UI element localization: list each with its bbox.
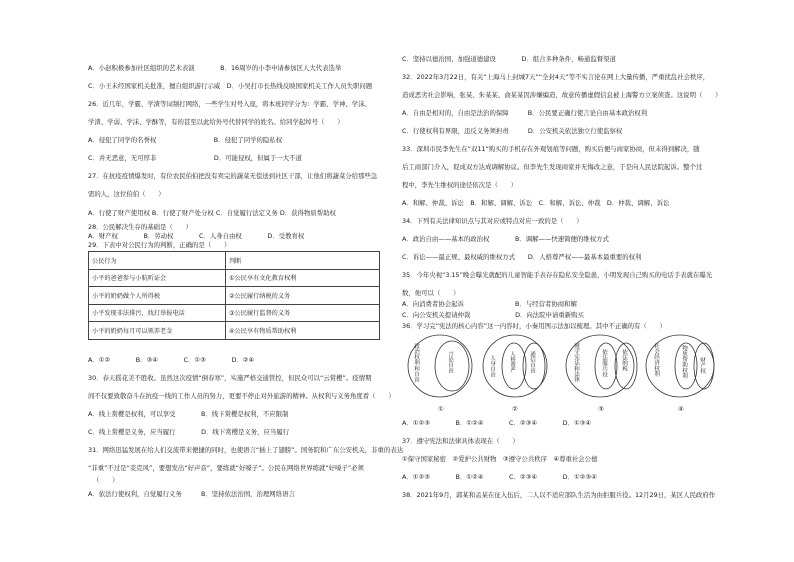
q36-venn-diagrams (402, 331, 732, 416)
diagram-3-outer-label: 遵守宪法和法律 (573, 343, 579, 383)
q29-options: A．①② B．③④ C．①③ D．②④ (88, 356, 255, 364)
q26-options-ab: A．侵犯了同学的名誉权 B．侵犯了同学的隐私权 (88, 136, 283, 144)
q34-stem: 34．下列有关法律知识点与其对应或特点对应一致的是（ ） (402, 217, 583, 225)
q33-stem-1: 33．深圳市民李先生在“双11”购买的手机存在外观划痕等问题，购买后便与商家协商，但未得到解决，随 (402, 145, 700, 153)
q31-options-cd: C．坚持以德治国，加强道德建设 D．组合多种条件，畅通监督渠道 (402, 55, 616, 63)
q33-stem-2: 后工商部门介入，促成双方达成调解协议。但李先生发现商家并无悔改之意，于是向人民法院起诉。整个过 (402, 163, 703, 171)
q29-table (88, 251, 380, 340)
table-header-cell: 判断 (226, 252, 380, 270)
table-header-cell: 公民行为 (89, 252, 226, 270)
q27-stem-2: 需的人，这位伯伯（ ） (88, 190, 165, 198)
q35-options-cd: C．向公安机关提请仲裁 D．向法院申请重新购买 (402, 311, 584, 319)
q26-options-cd: C．并无恶意，无可厚非 D．可能侵权，但属于一大不道 (88, 154, 302, 162)
table-cell: ①公民享有文化教育权利 (226, 269, 380, 287)
q28-stem: 28．公民解决生存的基础是（ ） (88, 223, 192, 231)
diagram-4-inner-label-2: 财产权 (699, 357, 705, 374)
table-cell: 小平的奶奶做个人所得税 (89, 287, 226, 305)
diagram-3-inner-label-1: 依法服兵役 (601, 349, 607, 377)
diagram-3-inner-label-2: 依法纳税 (621, 349, 627, 372)
q33-options: A．和解、仲裁、诉讼 B．和解、调解、诉讼 C．和解、诉讼、仲裁 D．仲裁、调解、诉讼 (402, 199, 670, 207)
q31-stem-1: 31．网络迅猛发展在给人们交流带来便捷的同时，也使语言“插上了翅膀”。国务院和广东公安机关，非重的表达 (88, 446, 404, 454)
diagram-2-number: ② (512, 405, 518, 413)
diagram-1-outer-label: 政治权利和自由 (413, 343, 419, 383)
q37-options: A．①②③ B．①②④ C．②③④ D．①②③④ (402, 473, 597, 481)
q32-stem-2: 造成恶劣社会影响，张某、朱某某、俞某某因涉嫌编造、故意传播虚假信息被上海警方立案侦查。这说明（ ） (402, 91, 722, 99)
table-cell: 小平发现非法排污，找打举报电话 (89, 304, 226, 322)
q30-options-ab: A．线上赏樱是权利，可以享受 B．线下赏樱是权利，不应限制 (88, 410, 289, 418)
diagram-2-inner-label-2: 通信自由 (529, 351, 535, 374)
q25-options-cd: C．小王未经国家机关批准，擅自组织游行示威 D．小吴打市长热线反映国家机关工作人员失职问题 (88, 82, 373, 90)
q31-options-ab: A．依法行使权利，自觉履行义务 B．坚持依法治国，治理网络语言 (88, 490, 295, 498)
table-cell: ④公民享有物质帮助权利 (226, 322, 380, 340)
diagram-2-outer-label: 人身自由 (489, 355, 495, 378)
q37-stem: 37．遵守宪法和法律具体表现在（ ） (402, 437, 519, 445)
diagram-4-outer-label: 社会经济权利 (653, 343, 659, 377)
q36-stem: 36．学习完“宪法的核心内容”这一内容时，小秦用图示法加以梳理。其中不正确的有（ ） (402, 322, 666, 330)
q36-options: A．①②③ B．①②④ C．②③④ D．①③④ (402, 419, 592, 427)
q33-stem-3: 程中，李先生维权的途径依次是（ ） (402, 181, 518, 189)
q32-options-ab: A．自由是相对的，自由是法治的保障 B．公民要正确行使言论自由基本政治权利 (402, 109, 648, 117)
table-cell: ②公民履行纳税的义务 (226, 287, 380, 305)
q30-options-cd: C．线上赏樱是义务，应当履行 D．线下赏樱是义务，应当履行 (88, 428, 290, 436)
table-header-row (89, 252, 380, 270)
diagram-4-number: ④ (678, 405, 684, 413)
table-cell: 小平的奶奶每月可以领养老金 (89, 322, 226, 340)
q26-stem-1: 26．近几年，学霸、学渣等词频打网络，一些学生对号入座，将本班同学分为：学霸、学神、学沫、 (88, 100, 371, 108)
q37-items: ①保守国家秘密 ②爱护公共财物 ③遵守公共秩序 ④尊重社会公德 (402, 455, 598, 463)
q28-options: A．财产权 B．劳动权 C．人身自由权 D．受教育权 (88, 232, 305, 240)
q35-stem-1: 35．今年央视“3.15”晚会曝光就配的儿童智能手表存在隐私安全隐患，小明发现自己购买的电话手表就在曝光 (402, 271, 713, 279)
diagram-1-inner-label: 言论自由 (447, 351, 453, 374)
q27-stem-1: 27．在抗疫疫情爆发时，有位农民伯伯把没有卖完的蔬菜无偿送到社区干部，让他们将蔬菜分给那些急 (88, 172, 378, 180)
q31-answer-blank: （ ） (93, 476, 119, 484)
q34-options-cd: C．诉讼——最正规、最权威的维权方式 D．人格尊严权——最基本最重要的权利 (402, 253, 642, 261)
q34-options-ab: A．政治自由——基本的政治权 B．调解——快速简便的维权方式 (402, 235, 609, 243)
diagram-1-number: ① (438, 405, 444, 413)
q26-stem-2: 学渣、学弱、学沫、学酥等，有的甚至以此给外号代替同学的姓名。给同学起绰号（ ） (88, 118, 344, 126)
q30-stem-1: 30．春天摇花美不胜收。虽然这次疫情“倒春寒”，实施严格交通管控，但民众可以“云赏樱”。疫情期 (88, 374, 372, 382)
table-row (89, 322, 380, 340)
diagram-4-inner-label-1: 物质帮助权利 (681, 345, 687, 379)
table-row (89, 287, 380, 305)
diagram-2-inner-label-1: 人格尊严 (509, 351, 515, 374)
q25-options-ab: A．小赵积极参加社区组织的艺术表演 B．16周岁的小李申请参加区人大代表选举 (88, 64, 342, 72)
q32-options-cd: C．行使权利有界限，违反义务须担责 D．公安机关依法独立行使监察权 (402, 127, 623, 135)
table-cell: 小平的爸爸参与小航听证会 (89, 269, 226, 287)
table-row (89, 304, 380, 322)
q31-stem-2: “非重”不过是“麦克风”，要想发出“好声音”，要练就“好嗓子”。公民在网络世界练就“好嗓子”必须 (88, 464, 364, 472)
q35-options-ab: A．向消费者协会起诉 B．与经营者协商和解 (402, 300, 577, 308)
q27-options: A．行使了财产使用权 B．行使了财产处分权 C．自觉履行法定义务 D．获得物质帮助权 (88, 209, 336, 217)
diagram-3-number: ③ (598, 405, 604, 413)
q32-stem-1: 32．2022年3月22日，有关“上海马上封城7天”“全封4天”等不实言论在网上大量传播，严重扰乱社会秩序， (402, 73, 710, 81)
q35-stem-2: 数，他可以（ ） (402, 289, 460, 297)
q30-stem-2: 间不仅要致敬奋斗在抗疫一线的工作人员的努力，更要不停止对外旅游的精神。从权利与义务角度看（ ） (88, 392, 395, 400)
q29-stem: 29．下表中对公民行为的判断，正确的是（ ） (88, 241, 231, 249)
q38-stem: 38．2021年9月，郭某和孟某在征入伍后，二人以不适应部队生活为由拒服兵役。12月29日，某区人民政府作 (402, 491, 716, 499)
table-row (89, 269, 380, 287)
table-cell: ③公民履行监督的义务 (226, 304, 380, 322)
